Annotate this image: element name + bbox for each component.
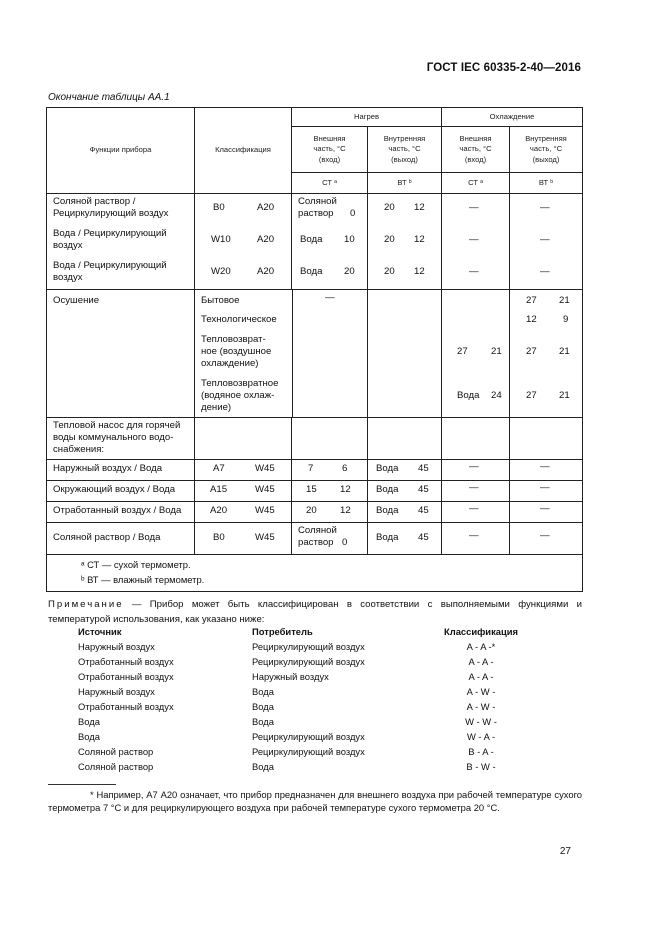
table-cell-text: A - A - — [468, 656, 494, 667]
table-cell-text: — — [325, 292, 335, 303]
table-cell-text: Рециркулирующий воздух — [53, 208, 169, 219]
table-cell-text: 20 — [306, 505, 317, 516]
table-cell-text: Соляной раствор / — [53, 196, 136, 207]
table-cell-text: (вход) — [318, 154, 341, 164]
table-cell-text: A - W - — [466, 701, 496, 712]
table-cell-text: A20 — [257, 234, 275, 245]
table-cell-text: Рециркулирующий воздух — [252, 656, 365, 667]
table-cell-text: 12 — [526, 314, 537, 325]
table-cell-text: часть, °С — [459, 144, 492, 154]
table-cell-text: снабжения: — [53, 444, 105, 455]
table-cell-text: Вода — [252, 686, 274, 697]
table-cell-text: 45 — [418, 532, 429, 543]
table-cell-text: B - W - — [466, 761, 496, 772]
table-cell-text: A20 — [257, 266, 275, 277]
page-number: 27 — [559, 846, 571, 857]
table-cell-text: A - A - — [468, 671, 494, 682]
note-text: — Прибор может быть классифицирован в соответствии с выполняемыми функциями и температурой использования, как указано ниже: — [48, 599, 582, 625]
table-cell-text: Наружный воздух — [252, 671, 329, 682]
table-cell-text: 27 — [526, 295, 537, 306]
list-header-source: Источник — [78, 626, 122, 637]
table-cell-text: Наружный воздух / Вода — [53, 463, 163, 474]
table-cell-text: Вода / Рециркулирующий — [53, 260, 167, 271]
table-cell-text: раствор — [298, 208, 334, 219]
header-heat-inner — [368, 127, 442, 173]
header-bt — [510, 173, 583, 194]
table-cell-text: A - A -* — [466, 641, 496, 652]
footnote-b: ᵇ ВТ — влажный термометр. — [81, 574, 205, 585]
table-cell-text: Бытовое — [201, 295, 240, 306]
table-cell-text: 0 — [350, 208, 356, 219]
table-cell-text: (выход) — [391, 154, 418, 164]
table-cell-text: часть, °С — [313, 144, 346, 154]
table-cell-text: — — [469, 503, 479, 514]
header-cool-outer — [442, 127, 510, 173]
table-row — [47, 460, 583, 481]
table-cell-text: — — [469, 202, 479, 213]
table-cell-text: (водяное охлаж- — [201, 390, 275, 401]
header-cool-inner — [510, 127, 583, 173]
table-row — [47, 290, 583, 418]
table-cell-text: W45 — [255, 532, 275, 543]
table-cell-text: ВТ ᵇ — [538, 177, 554, 187]
table-cell-text: A20 — [257, 202, 275, 213]
table-row — [47, 502, 583, 523]
table-cell-text: Вода — [376, 505, 399, 516]
table-cell-text: Соляной — [298, 525, 337, 536]
list-header-class: Классификация — [444, 626, 518, 637]
table-cell-text: — — [469, 530, 479, 541]
table-cell-text: Отработанный воздух / Вода — [53, 505, 182, 516]
note-paragraph — [48, 597, 582, 627]
table-cell-text: Нагрев — [354, 111, 379, 121]
table-cell-text: A15 — [210, 484, 228, 495]
table-cell-text: W45 — [255, 484, 275, 495]
footnote-star: * Например, А7 А20 означает, что прибор предназначен для внешнего воздуха при рабочей температуре сухого термометра 7 °С и для рециркулирующего воздуха при рабочей температуре сухого термометра 20 °С. — [48, 789, 582, 813]
table-cell-text: 21 — [559, 346, 570, 357]
table-cell-text: W20 — [211, 266, 231, 277]
table-cell-text: W10 — [211, 234, 231, 245]
table-cell-text: — — [540, 530, 550, 541]
footnote-divider — [48, 784, 116, 785]
table-cell-text: (вход) — [464, 154, 487, 164]
header-functions — [47, 108, 195, 194]
header-heating — [292, 108, 442, 127]
table-cell-text: Функции прибора — [89, 145, 152, 155]
table-cell-text: — — [469, 482, 479, 493]
table-cell-text: Внешняя — [313, 133, 346, 143]
table-cell-text: дение) — [201, 402, 232, 413]
table-cell-text: Тепловой насос для горячей — [53, 420, 181, 431]
table-cell-text: — — [469, 461, 479, 472]
table-cell-text: 20 — [384, 234, 395, 245]
table-cell-text: 20 — [384, 266, 395, 277]
table-cell-text: Соляной раствор — [78, 746, 154, 757]
table-cell-text: Тепловозвратное — [201, 378, 279, 389]
table-cell-text: Внутренняя — [383, 133, 426, 143]
table-cell-text: A20 — [210, 505, 228, 516]
table-cell-text: Вода — [376, 532, 399, 543]
header-bt — [368, 173, 442, 194]
table-cell-text: Наружный воздух — [78, 686, 155, 697]
table-cell-text: СТ ᵃ — [468, 177, 483, 187]
table-cell-text: 12 — [414, 266, 425, 277]
table-cell-text: раствор — [298, 537, 334, 548]
table-cell-text: 45 — [418, 463, 429, 474]
table-cell-text: — — [540, 266, 550, 277]
table-cell-text: Соляной раствор / Вода — [53, 532, 161, 543]
table-cell-text: B0 — [213, 202, 225, 213]
table-cell-text: A7 — [213, 463, 225, 474]
table-cell-text: Отработанный воздух — [78, 656, 174, 667]
table-cell-text: Вода — [376, 463, 399, 474]
table-cell-text: 6 — [342, 463, 348, 474]
header-classification — [195, 108, 292, 194]
table-cell-text: 21 — [559, 295, 570, 306]
table-cell-text: Соляной раствор — [78, 761, 154, 772]
table-cell-text: 45 — [418, 505, 429, 516]
table-cell-text: 21 — [559, 390, 570, 401]
table-cell-text: W - W - — [465, 716, 497, 727]
table-cell-text: Наружный воздух — [78, 641, 155, 652]
table-cell-text: 12 — [340, 505, 351, 516]
table-cell-text: Вода — [457, 390, 480, 401]
table-cell-text: 10 — [344, 234, 355, 245]
table-cell-text: — — [540, 461, 550, 472]
table-cell-text: Тепловозврат- — [201, 334, 266, 345]
table-cell-text: ВТ ᵇ — [397, 177, 412, 187]
table-cell-text: W - A - — [466, 731, 496, 742]
table-cell-text: 21 — [491, 346, 502, 357]
table-cell-text: Рециркулирующий воздух — [252, 641, 365, 652]
classification-table — [46, 107, 583, 592]
table-cell-text: 27 — [457, 346, 468, 357]
footnote-a: ᵃ СТ — сухой термометр. — [81, 559, 191, 570]
table-cell-text: 12 — [414, 202, 425, 213]
table-cell-text: A - W - — [466, 686, 496, 697]
header-ct — [292, 173, 368, 194]
table-cell-text: Окружающий воздух / Вода — [53, 484, 176, 495]
table-cell-text: часть, °С — [388, 144, 421, 154]
table-caption: Окончание таблицы АА.1 — [48, 92, 170, 103]
document-header: ГОСТ IEC 60335-2-40—2016 — [426, 62, 581, 74]
table-cell-text: воздух — [53, 240, 83, 251]
table-cell-text: 20 — [344, 266, 355, 277]
table-cell-text: Соляной — [298, 196, 337, 207]
table-cell-text: 7 — [308, 463, 314, 474]
table-cell-text: Вода — [252, 716, 274, 727]
table-row — [47, 418, 583, 460]
table-cell-text: Вода — [78, 716, 100, 727]
table-cell-text: Рециркулирующий воздух — [252, 731, 365, 742]
table-cell-text: Вода — [252, 761, 274, 772]
table-cell-text: 20 — [384, 202, 395, 213]
table-cell-text: Вода — [252, 701, 274, 712]
table-cell-text: — — [469, 234, 479, 245]
table-cell-text: — — [540, 234, 550, 245]
table-cell-text: часть, °С — [529, 144, 563, 154]
table-cell-text: Вода — [376, 484, 399, 495]
table-cell-text: W45 — [255, 463, 275, 474]
table-cell-text: Вода — [300, 266, 323, 277]
table-cell-text: ное (воздушное — [201, 346, 272, 357]
table-cell-text: Отработанный воздух — [78, 701, 174, 712]
table-cell-text: Внешняя — [459, 133, 492, 143]
table-cell-text: 15 — [306, 484, 317, 495]
table-cell-text: 24 — [491, 390, 502, 401]
table-row — [47, 481, 583, 502]
table-cell-text: Отработанный воздух — [78, 671, 174, 682]
table-cell-text: B0 — [213, 532, 225, 543]
table-cell-text: — — [540, 482, 550, 493]
note-label: Примечание — [48, 599, 124, 610]
table-cell-text: Классификация — [215, 145, 271, 155]
table-cell-text: Вода — [78, 731, 100, 742]
table-cell-text: 0 — [342, 537, 348, 548]
table-cell-text: (выход) — [532, 154, 560, 164]
table-cell-text: 9 — [563, 314, 569, 325]
table-cell-text: Внутренняя — [525, 133, 567, 143]
table-cell-text: Вода — [300, 234, 323, 245]
table-cell-text: — — [469, 266, 479, 277]
header-cooling — [442, 108, 583, 127]
table-cell-text: Осушение — [53, 295, 100, 306]
table-cell-text: 12 — [414, 234, 425, 245]
table-cell-text: СТ ᵃ — [322, 177, 337, 187]
table-cell-text: — — [540, 202, 550, 213]
table-row — [47, 523, 583, 555]
table-cell-text: 27 — [526, 390, 537, 401]
table-cell-text: Охлаждение — [489, 111, 535, 121]
table-cell-text: воды коммунального водо- — [53, 432, 174, 443]
table-cell-text: 45 — [418, 484, 429, 495]
table-cell-text: Рециркулирующий воздух — [252, 746, 365, 757]
header-heat-outer — [292, 127, 368, 173]
list-header-consumer: Потребитель — [252, 626, 313, 637]
table-row — [47, 194, 583, 290]
table-cell-text: Технологическое — [201, 314, 277, 325]
table-cell-text: воздух — [53, 272, 83, 283]
table-cell-text: 27 — [526, 346, 537, 357]
table-cell-text: B - A - — [468, 746, 494, 757]
table-cell-text: — — [540, 503, 550, 514]
header-ct — [442, 173, 510, 194]
table-cell-text: Вода / Рециркулирующий — [53, 228, 167, 239]
table-cell-text: W45 — [255, 505, 275, 516]
table-cell-text: охлаждение) — [201, 358, 259, 369]
table-cell-text: 12 — [340, 484, 351, 495]
